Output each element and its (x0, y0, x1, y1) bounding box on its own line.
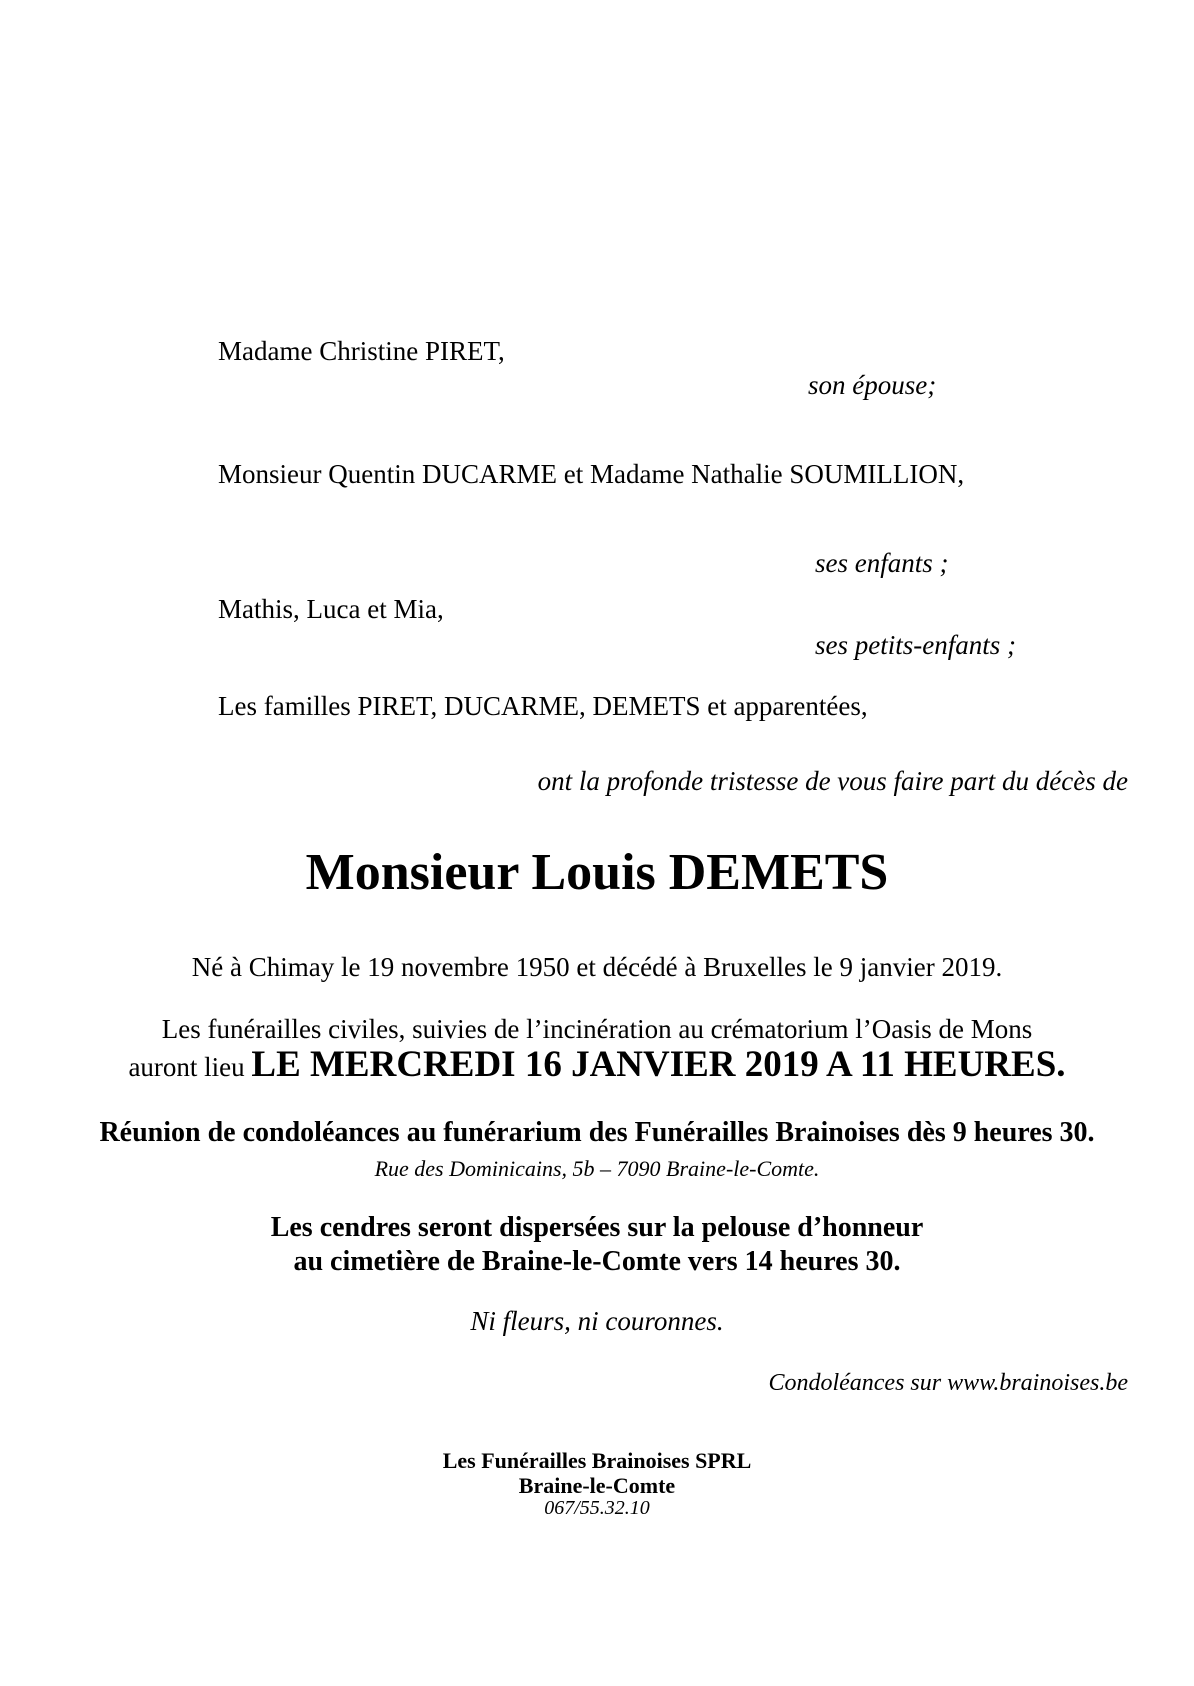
mourner-relation: ses enfants ; (815, 548, 949, 578)
ashes-line-2: au cimetière de Braine-le-Comte vers 14 heures 30. (293, 1246, 901, 1277)
footer-city: Braine-le-Comte (518, 1473, 676, 1498)
mourner-relation: ses petits-enfants ; (815, 630, 1016, 660)
funeral-date-prefix: auront lieu (128, 1052, 252, 1082)
mourner-names: Monsieur Quentin DUCARME et Madame Nathalie SOUMILLION, (218, 459, 965, 489)
birth-death-line: Né à Chimay le 19 novembre 1950 et décédé à Bruxelles le 9 janvier 2019. (191, 952, 1003, 982)
ashes-line-1: Les cendres seront dispersées sur la pelouse d’honneur (270, 1212, 924, 1243)
online-condolences-line: Condoléances sur www.brainoises.be (768, 1370, 1128, 1396)
funeral-date-bold: LE MERCREDI 16 JANVIER 2019 A 11 HEURES. (251, 1044, 1066, 1085)
no-flowers-line: Ni fleurs, ni couronnes. (470, 1306, 724, 1336)
footer-phone: 067/55.32.10 (544, 1497, 650, 1519)
intro-line: ont la profonde tristesse de vous faire part du décès de (537, 766, 1128, 796)
funeral-line-1: Les funérailles civiles, suivies de l’incinération au crématorium l’Oasis de Mons (161, 1014, 1033, 1044)
mourner-names: Madame Christine PIRET, (218, 336, 505, 366)
footer-company: Les Funérailles Brainoises SPRL (442, 1448, 752, 1473)
condolence-meeting-line: Réunion de condoléances au funérarium des Funérailles Brainoises dès 9 heures 30. (99, 1117, 1095, 1148)
deceased-name: Monsieur Louis DEMETS (305, 844, 889, 901)
mourner-names: Mathis, Luca et Mia, (218, 594, 444, 624)
funeral-line-2 (0, 1044, 1194, 1087)
mourner-relation: son épouse; (808, 370, 937, 400)
funeral-home-address: Rue des Dominicains, 5b – 7090 Braine-le-Comte. (374, 1156, 820, 1181)
mourner-names: Les familles PIRET, DUCARME, DEMETS et apparentées, (218, 691, 868, 721)
